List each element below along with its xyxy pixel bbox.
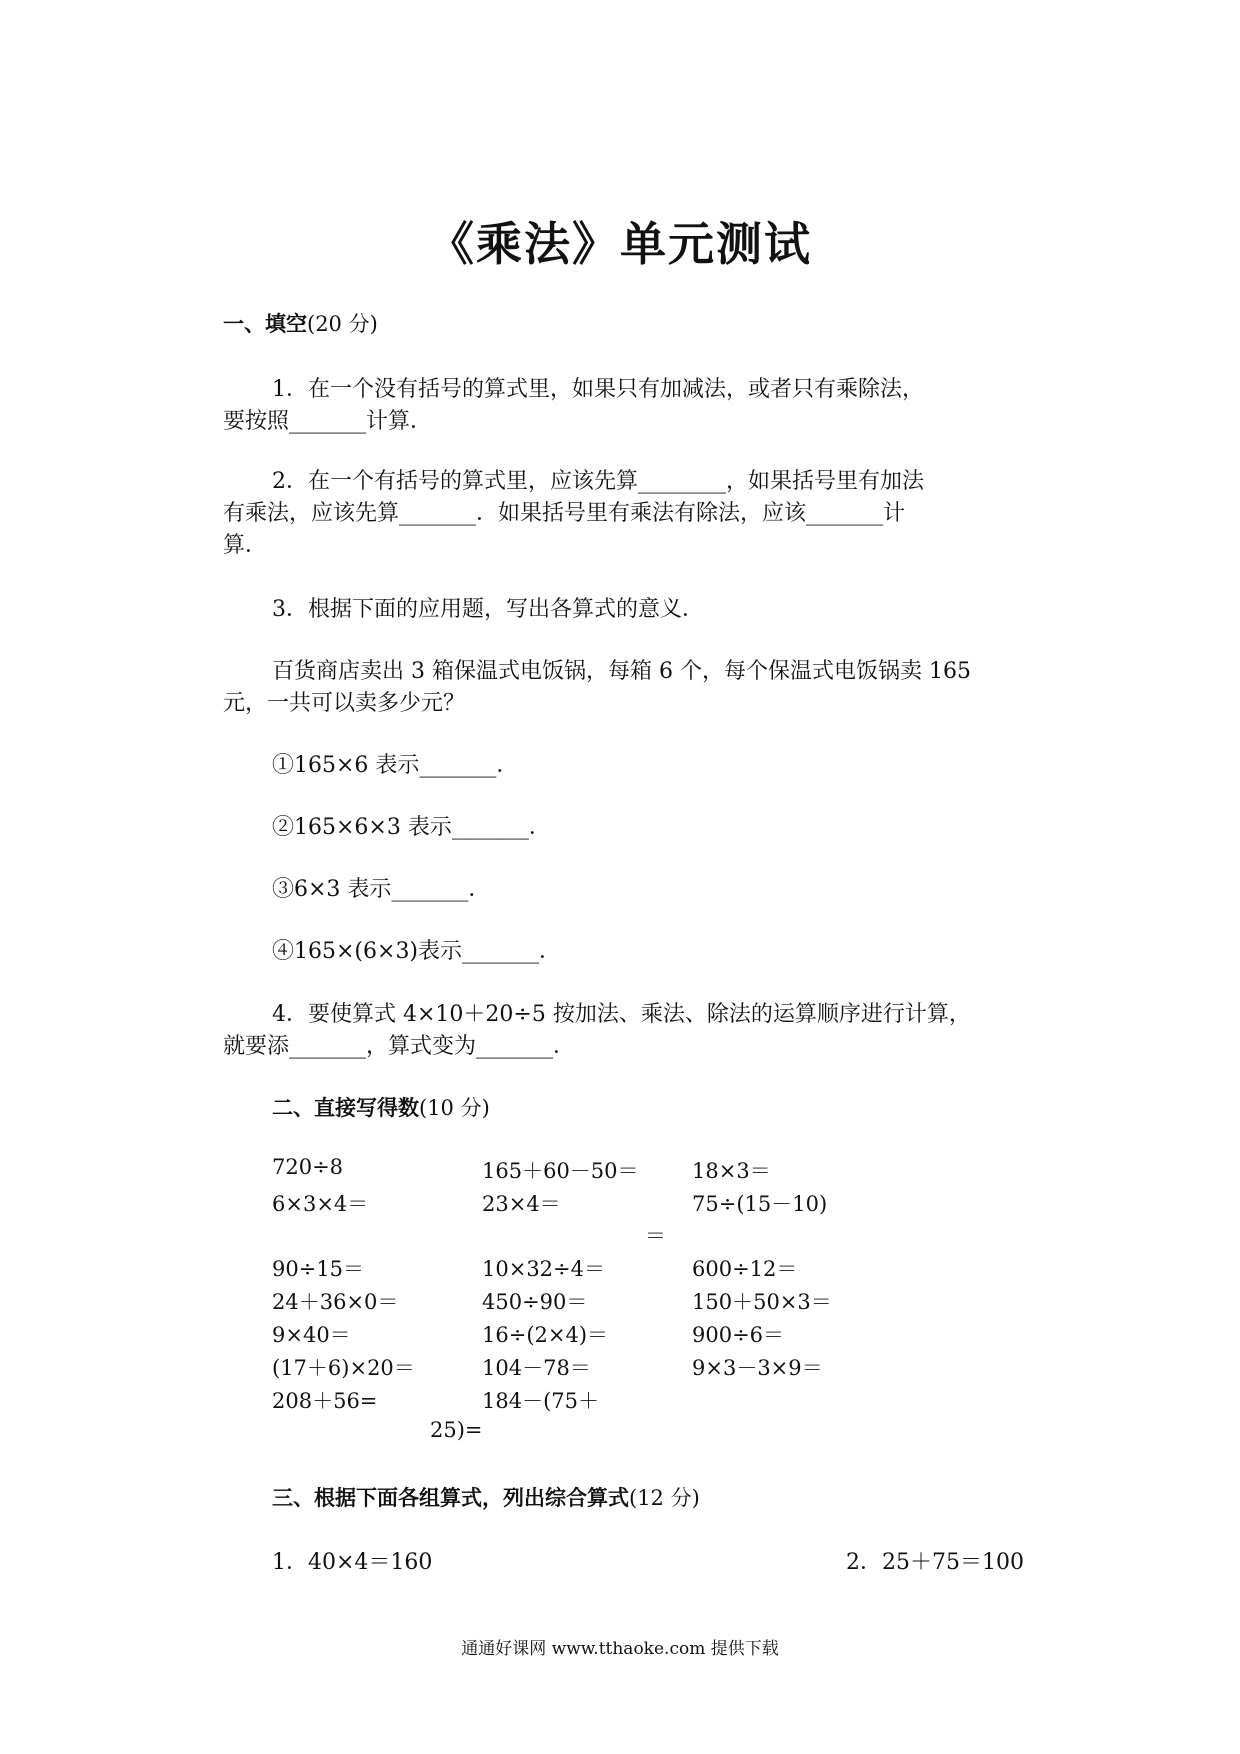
calc-c1-r7: (17＋6)×20＝ xyxy=(272,1356,415,1380)
calc-wrapped-tail: 25)= xyxy=(430,1418,483,1442)
q2-line-1: 2．在一个有括号的算式里，应该先算________，如果括号里有加法 xyxy=(272,469,924,494)
calc-c1-r8: 208＋56= xyxy=(272,1389,378,1413)
sub-question-1: ①165×6 表示_______． xyxy=(272,753,519,778)
calc-c3-r2: 75÷(15－10) xyxy=(692,1192,828,1216)
calc-c3-r6: 900÷6＝ xyxy=(692,1323,785,1347)
section-1-heading: 一、填空(20 分) xyxy=(223,311,378,336)
calc-c1-r4: 90÷15＝ xyxy=(272,1257,365,1281)
calc-c1-r6: 9×40＝ xyxy=(272,1323,351,1347)
calc-c3-r7: 9×3－3×9＝ xyxy=(692,1356,823,1380)
sub-question-3: ③6×3 表示_______． xyxy=(272,877,491,902)
calc-c2-r1: 165＋60－50＝ xyxy=(482,1159,639,1183)
s3-item-2: 2．25＋75＝100 xyxy=(846,1550,1024,1575)
calc-c1-r5: 24＋36×0＝ xyxy=(272,1290,399,1314)
footer: 通通好课网 www.tthaoke.com 提供下载 xyxy=(461,1639,779,1659)
calc-c3-r4: 600÷12＝ xyxy=(692,1257,798,1281)
calc-c2-r7: 104－78＝ xyxy=(482,1356,591,1380)
calc-c2-r5: 450÷90＝ xyxy=(482,1290,588,1314)
q4-line-1: 4．要使算式 4×10＋20÷5 按加法、乘法、除法的运算顺序进行计算， xyxy=(272,1002,971,1027)
sub-question-4: ④165×(6×3)表示_______． xyxy=(272,939,562,964)
problem-line-1: 百货商店卖出 3 箱保温式电饭锅，每箱 6 个，每个保温式电饭锅卖 165 xyxy=(272,659,971,684)
section-2-heading: 二、直接写得数(10 分) xyxy=(272,1095,490,1120)
q2-line-3: 算． xyxy=(223,533,268,558)
problem-line-2: 元，一共可以卖多少元？ xyxy=(223,691,466,716)
q4-line-2: 就要添_______，算式变为_______． xyxy=(223,1034,576,1059)
calc-c2-r4: 10×32÷4＝ xyxy=(482,1257,605,1281)
sub-question-2: ②165×6×3 表示_______． xyxy=(272,815,551,840)
page-title: 《乘法》单元测试 xyxy=(428,217,812,271)
calc-c2-r8: 184－(75＋ xyxy=(482,1389,599,1413)
calc-c2-r2: 23×4＝ xyxy=(482,1192,561,1216)
calc-c3-r5: 150＋50×3＝ xyxy=(692,1290,832,1314)
q2-line-2: 有乘法，应该先算_______．如果括号里有乘法有除法，应该_______计 xyxy=(223,501,906,526)
s3-item-1: 1．40×4＝160 xyxy=(272,1550,433,1575)
calc-wrapped-equals: ＝ xyxy=(645,1224,666,1248)
calc-c2-r6: 16÷(2×4)＝ xyxy=(482,1323,609,1347)
calc-c1-r1: 720÷8 xyxy=(272,1155,344,1179)
calc-c3-r1: 18×3＝ xyxy=(692,1159,771,1183)
section-3-heading: 三、根据下面各组算式，列出综合算式(12 分) xyxy=(272,1485,700,1510)
q1-line-2: 要按照_______计算． xyxy=(223,409,433,434)
q3-text: 3．根据下面的应用题，写出各算式的意义． xyxy=(272,597,704,622)
q1-line-1: 1．在一个没有括号的算式里，如果只有加减法，或者只有乘除法， xyxy=(272,377,924,402)
calc-c1-r2: 6×3×4＝ xyxy=(272,1192,369,1216)
